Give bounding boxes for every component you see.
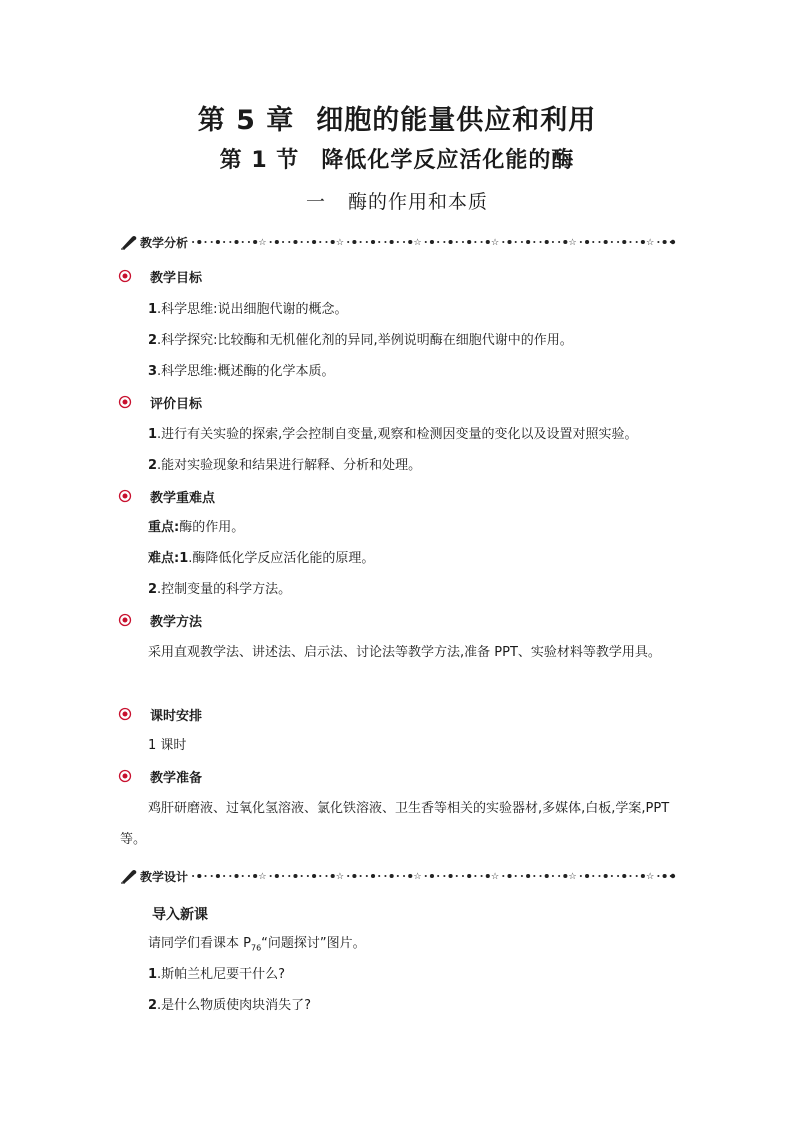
intro-title: 导入新课: [152, 907, 208, 923]
key-points-heading: [118, 488, 215, 504]
goals-heading: [118, 268, 202, 284]
svg-text:☆: ☆: [646, 238, 655, 247]
evaluation-item-1: [148, 427, 637, 443]
target-bullet-icon: [118, 707, 132, 721]
difficulty-num: 1: [179, 551, 189, 566]
difficulty-text: .酶降低化学反应活化能的原理。: [188, 551, 375, 566]
intro-line-after: “问题探讨”图片。: [261, 936, 366, 951]
intro-line: [148, 936, 366, 957]
section-title: [0, 143, 794, 174]
goal-item-1-num: 1: [148, 302, 158, 317]
intro-question-2-num: 2: [148, 998, 158, 1013]
design-banner-title: 教学设计: [140, 869, 189, 884]
analysis-banner: [120, 234, 676, 250]
intro-question-1-num: 1: [148, 967, 158, 982]
difficulty-item-2: [148, 582, 291, 598]
methods-title: 教学方法: [150, 614, 203, 630]
difficulty-item-2-text: .控制变量的科学方法。: [157, 582, 292, 597]
svg-text:☆: ☆: [335, 238, 345, 247]
target-bullet-icon: [118, 489, 132, 503]
pen-icon: [120, 234, 138, 250]
schedule-title: 课时安排: [150, 708, 203, 724]
svg-text:☆: ☆: [258, 238, 267, 247]
goal-item-2-num: 2: [148, 333, 158, 348]
goal-item-3-text: .科学思维:概述酶的化学本质。: [157, 364, 335, 379]
evaluation-item-1-num: 1: [148, 427, 158, 442]
svg-text:☆: ☆: [490, 872, 500, 881]
intro-line-sub: 76: [250, 943, 262, 953]
schedule-text: 1 课时: [148, 738, 187, 753]
difficulty-label: 难点:: [148, 551, 180, 566]
target-bullet-icon: [118, 769, 132, 783]
dotted-divider: [190, 237, 676, 247]
subsection-title: [0, 187, 794, 214]
subsection-label: 一: [305, 191, 326, 213]
evaluation-title: 评价目标: [150, 396, 203, 412]
evaluation-item-2-text: .能对实验现象和结果进行解释、分析和处理。: [157, 458, 422, 473]
svg-text:☆: ☆: [413, 872, 422, 881]
intro-line-before: 请同学们看课本 P: [148, 936, 251, 951]
difficulty-line: [148, 551, 374, 567]
analysis-banner-title: 教学分析: [140, 235, 189, 250]
chapter-title-text: 细胞的能量供应和利用: [316, 105, 597, 136]
svg-text:☆: ☆: [335, 872, 345, 881]
difficulty-item-2-num: 2: [148, 582, 158, 597]
focus-label: 重点:: [148, 520, 180, 535]
goal-item-3-num: 3: [148, 364, 158, 379]
schedule-heading: [118, 706, 202, 722]
goal-item-1: [148, 302, 348, 318]
key-points-title: 教学重难点: [150, 490, 216, 506]
focus-line: [148, 520, 244, 536]
pen-icon: [120, 868, 138, 884]
subsection-title-text: 酶的作用和本质: [348, 191, 489, 213]
target-bullet-icon: [118, 395, 132, 409]
preparation-heading: [118, 768, 202, 784]
methods-text: 采用直观教学法、讲述法、启示法、讨论法等教学方法,准备 PPT、实验材料等教学用具。: [148, 645, 661, 660]
methods-heading: [118, 612, 202, 628]
dotted-divider: [190, 871, 676, 881]
preparation-title: 教学准备: [150, 770, 203, 786]
goal-item-2: [148, 333, 573, 349]
intro-question-2: [148, 998, 311, 1014]
focus-text: 酶的作用。: [179, 520, 245, 535]
svg-text:☆: ☆: [568, 238, 577, 247]
intro-question-2-text: .是什么物质使肉块消失了?: [157, 998, 312, 1013]
chapter-label: 第 5 章: [197, 105, 295, 136]
evaluation-heading: [118, 394, 202, 410]
chapter-title: [0, 98, 794, 137]
target-bullet-icon: [118, 269, 132, 283]
intro-question-1: [148, 967, 285, 983]
svg-text:☆: ☆: [413, 238, 422, 247]
goal-item-2-text: .科学探究:比较酶和无机催化剂的异同,举例说明酶在细胞代谢中的作用。: [157, 333, 573, 348]
evaluation-item-1-text: .进行有关实验的探索,学会控制自变量,观察和检测因变量的变化以及设置对照实验。: [157, 427, 638, 442]
section-title-text: 降低化学反应活化能的酶: [321, 148, 575, 173]
svg-text:☆: ☆: [568, 872, 577, 881]
svg-text:☆: ☆: [258, 872, 267, 881]
svg-text:☆: ☆: [490, 238, 500, 247]
intro-question-1-text: .斯帕兰札尼要干什么?: [157, 967, 286, 982]
evaluation-item-2: [148, 458, 421, 474]
target-bullet-icon: [118, 613, 132, 627]
goal-item-3: [148, 364, 335, 380]
section-label: 第 1 节: [219, 148, 300, 173]
goal-item-1-text: .科学思维:说出细胞代谢的概念。: [157, 302, 348, 317]
evaluation-item-2-num: 2: [148, 458, 158, 473]
design-banner: [120, 868, 676, 884]
svg-text:☆: ☆: [646, 872, 655, 881]
preparation-text: 鸡肝研磨液、过氧化氢溶液、氯化铁溶液、卫生香等相关的实验器材,多媒体,白板,学案,PPT 等。: [120, 801, 670, 847]
goals-title: 教学目标: [150, 270, 203, 286]
